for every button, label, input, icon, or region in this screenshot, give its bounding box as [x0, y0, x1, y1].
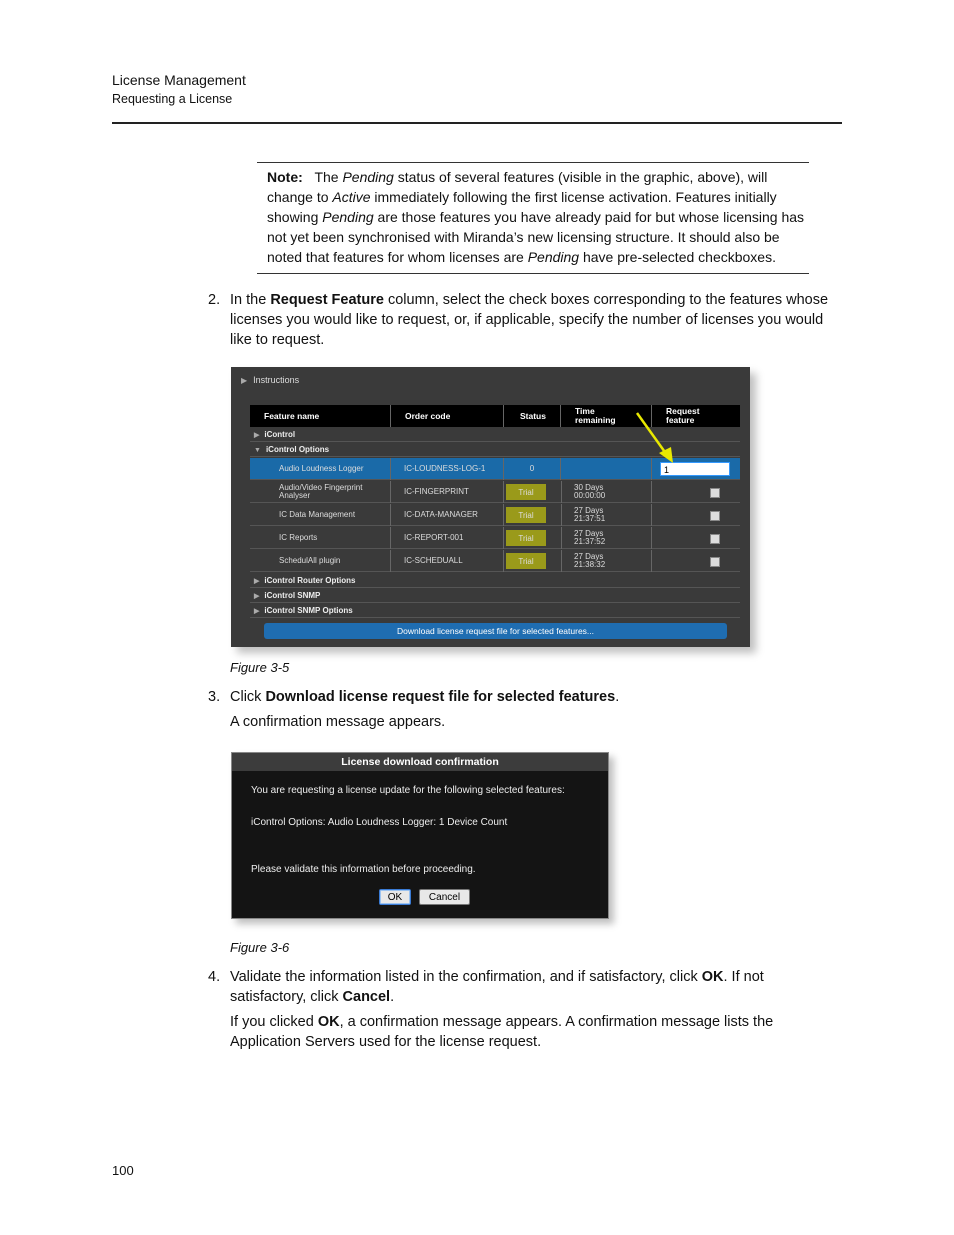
running-header-subtitle: Requesting a License [112, 92, 233, 106]
time-remaining-cell [561, 527, 652, 549]
status-cell: 0 [504, 458, 561, 480]
table-row-reports[interactable] [250, 527, 740, 549]
yellow-arrow-icon [631, 409, 681, 465]
step-4-text [230, 967, 833, 1007]
group-icontrol-snmp-options[interactable] [250, 604, 740, 618]
expand-triangle-icon: ▶ [241, 376, 248, 385]
col-request-feature-label: Request feature [666, 406, 700, 425]
step-2-pre: In the [230, 292, 271, 308]
step-2-text [230, 290, 833, 350]
expand-triangle-icon: ▶ [254, 432, 260, 439]
order-code-cell: IC-LOUDNESS-LOG-1 [391, 458, 504, 480]
status-badge: Trial [506, 484, 546, 500]
table-row-schedulall[interactable] [250, 550, 740, 572]
col-status: Status [504, 405, 561, 427]
request-checkbox[interactable] [710, 511, 720, 521]
time-remaining-label: 27 Days 21:37:51 [574, 506, 606, 523]
step-3-pre: Click [230, 689, 266, 705]
group-icontrol-snmp[interactable] [250, 589, 740, 603]
step-2-post: column, select the check boxes corresponding to the features whose licenses you would like to request, or, if applicable, specify the number of licenses you would like to request. [230, 292, 829, 348]
note-em-2: Active [332, 189, 371, 205]
request-checkbox[interactable] [710, 557, 720, 567]
ok-button[interactable]: OK [379, 889, 411, 905]
time-remaining-cell [561, 481, 652, 503]
note-text-1: The [314, 169, 343, 185]
order-code-cell: IC-SCHEDUALL [391, 550, 504, 572]
dialog-message-line-2: iControl Options: Audio Loudness Logger: 1 Device Count [251, 817, 508, 828]
group-label: iControl SNMP Options [264, 606, 353, 615]
group-icontrol-router-options[interactable] [250, 574, 740, 588]
note-box [257, 162, 809, 274]
time-remaining-cell [561, 550, 652, 572]
request-checkbox[interactable] [710, 534, 720, 544]
figure-caption-3-6: Figure 3-6 [230, 940, 290, 955]
status-badge: Trial [506, 553, 546, 569]
status-badge: Trial [506, 530, 546, 546]
status-badge: Trial [506, 507, 546, 523]
feature-name-cell [250, 481, 391, 503]
step-4-number: 4. [208, 969, 221, 985]
table-row-data-management[interactable] [250, 504, 740, 526]
note-text-4: are those features you have already paid for but whose licensing has not yet been synchronised with Miranda’s new licensing structure. It should also be noted that features for whom licenses are [267, 209, 805, 265]
time-remaining-label: 27 Days 21:38:32 [574, 552, 606, 569]
note-em-4: Pending [527, 249, 580, 265]
collapse-triangle-icon: ▼ [254, 447, 261, 454]
note-em-3: Pending [322, 209, 374, 225]
step-2-number: 2. [208, 292, 221, 308]
instructions-label: Instructions [253, 375, 300, 385]
note-text-5: have pre-selected checkboxes. [579, 249, 776, 265]
step-4-mid: . If not satisfactory, click [230, 969, 764, 1005]
figure-caption-3-5: Figure 3-5 [230, 660, 290, 675]
order-code-cell: IC-FINGERPRINT [391, 481, 504, 503]
download-request-file-button[interactable]: Download license request file for selected features... [264, 623, 727, 639]
step-2-bold: Request Feature [270, 292, 384, 308]
group-label: iControl Options [265, 445, 330, 454]
step-3-bold: Download license request file for selected features [265, 689, 616, 705]
group-label: iControl SNMP [264, 591, 321, 600]
step-4-pre: Validate the information listed in the confirmation, and if satisfactory, click [230, 969, 702, 985]
order-code-cell: IC-REPORT-001 [391, 527, 504, 549]
step-4-result [230, 1012, 820, 1052]
feature-name-cell: IC Data Management [250, 504, 391, 526]
order-code-cell: IC-DATA-MANAGER [391, 504, 504, 526]
group-label: iControl [264, 430, 296, 439]
feature-name-cell: IC Reports [250, 527, 391, 549]
note-em-1: Pending [342, 169, 394, 185]
expand-triangle-icon: ▶ [254, 608, 260, 615]
feature-name-label: Audio/Video Fingerprint Analyser [279, 483, 363, 500]
request-count-input[interactable]: 1 [660, 462, 730, 476]
col-order-code: Order code [391, 405, 504, 427]
time-remaining-cell [561, 504, 652, 526]
instructions-toggle[interactable] [241, 375, 299, 385]
step-3-post: . [615, 689, 620, 705]
license-download-confirmation-dialog [231, 752, 609, 919]
time-remaining-label: 30 Days 00:00:00 [574, 483, 606, 500]
step-4-post: . [390, 989, 395, 1005]
step-4-result-pre: If you clicked [230, 1014, 318, 1030]
step-3-number: 3. [208, 689, 221, 705]
page-number: 100 [112, 1163, 134, 1178]
step-4-bold-ok: OK [701, 969, 724, 985]
feature-name-cell: Audio Loudness Logger [250, 458, 391, 480]
note-label: Note: [267, 169, 303, 185]
expand-triangle-icon: ▶ [254, 578, 260, 585]
note-text-2: status of several features (visible in the graphic, above), will change to [267, 169, 768, 205]
dialog-title: License download confirmation [232, 753, 608, 771]
time-remaining-label: 27 Days 21:37:52 [574, 529, 606, 546]
expand-triangle-icon: ▶ [254, 593, 260, 600]
step-3-text [230, 687, 833, 707]
table-row-fingerprint[interactable] [250, 481, 740, 503]
step-4-result-bold: OK [317, 1014, 340, 1030]
dialog-message-line-3: Please validate this information before proceeding. [251, 864, 476, 875]
note-text-3: immediately following the first license activation. Features initially showing [267, 189, 777, 225]
step-4-result-post: , a confirmation message appears. A confirmation message lists the Application Servers used for the license request. [230, 1014, 774, 1050]
feature-name-cell: SchedulAll plugin [250, 550, 391, 572]
step-4-bold-cancel: Cancel [342, 989, 391, 1005]
license-request-table-screenshot [231, 367, 750, 647]
header-rule [112, 122, 842, 124]
col-time-remaining-label: Time remaining [575, 406, 616, 425]
cancel-button[interactable]: Cancel [419, 889, 470, 905]
col-feature-name: Feature name [250, 405, 391, 427]
dialog-message-line-1: You are requesting a license update for the following selected features: [251, 785, 565, 796]
step-3-result: A confirmation message appears. [230, 714, 446, 730]
group-label: iControl Router Options [264, 576, 356, 585]
request-checkbox[interactable] [710, 488, 720, 498]
running-header-title: License Management [112, 72, 246, 88]
